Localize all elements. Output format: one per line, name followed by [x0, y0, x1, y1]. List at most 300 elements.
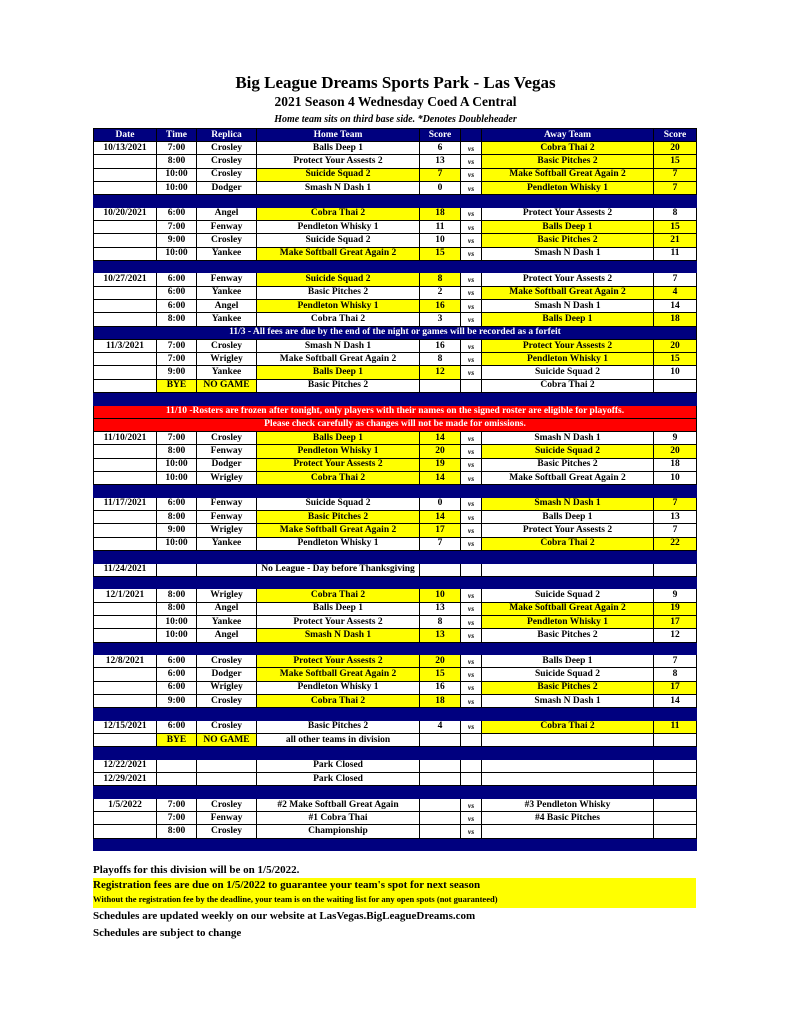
- page-title: Big League Dreams Sports Park - Las Vegas: [235, 73, 556, 92]
- home-score-cell: 8: [420, 353, 461, 366]
- home-team-cell: Basic Pitches 2: [257, 511, 420, 524]
- date-cell: [94, 458, 157, 471]
- away-score-cell: 7: [654, 168, 697, 181]
- replica-cell: Yankee: [197, 286, 257, 299]
- home-score-cell: 14: [420, 472, 461, 485]
- table-row: [94, 694, 697, 707]
- home-team-cell: Basic Pitches 2: [257, 379, 420, 392]
- table-row: [94, 207, 697, 220]
- home-team-cell: Make Softball Great Again 2: [257, 668, 420, 681]
- table-row: [94, 220, 697, 233]
- vs-cell: vs: [461, 286, 482, 299]
- time-cell: 7:00: [157, 812, 197, 825]
- home-team-cell: Protect Your Assests 2: [257, 458, 420, 471]
- col-away-score: Score: [654, 129, 697, 142]
- time-cell: 10:00: [157, 615, 197, 628]
- time-cell: 6:00: [157, 668, 197, 681]
- spacer-cell: [94, 195, 697, 208]
- replica-cell: NO GAME: [197, 379, 257, 392]
- vs-cell: [461, 379, 482, 392]
- home-score-cell: [420, 759, 461, 772]
- vs-cell: vs: [461, 524, 482, 537]
- home-score-cell: 19: [420, 458, 461, 471]
- home-score-cell: [420, 812, 461, 825]
- vs-cell: vs: [461, 825, 482, 838]
- date-cell: 12/8/2021: [94, 655, 157, 668]
- time-cell: 6:00: [157, 720, 197, 733]
- date-cell: [94, 286, 157, 299]
- bye-row: [94, 379, 697, 392]
- col-home-score: Score: [420, 129, 461, 142]
- date-cell: [94, 681, 157, 694]
- date-cell: [94, 181, 157, 194]
- away-team-cell: Protect Your Assests 2: [482, 524, 654, 537]
- away-team-cell: Cobra Thai 2: [482, 142, 654, 155]
- spacer-cell: [94, 393, 697, 406]
- vs-cell: vs: [461, 168, 482, 181]
- table-row: [94, 655, 697, 668]
- home-score-cell: 13: [420, 155, 461, 168]
- table-row: [94, 286, 697, 299]
- away-score-cell: 11: [654, 247, 697, 260]
- waiting-note: Without the registration fee by the deadline, your team is on the waiting list for any open spots (not guaranteed): [93, 894, 498, 904]
- home-team-cell: Cobra Thai 2: [257, 694, 420, 707]
- date-cell: 12/1/2021: [94, 589, 157, 602]
- vs-cell: [461, 759, 482, 772]
- away-team-cell: Smash N Dash 1: [482, 432, 654, 445]
- date-cell: 10/27/2021: [94, 273, 157, 286]
- vs-cell: vs: [461, 299, 482, 312]
- home-team-cell: Pendleton Whisky 1: [257, 681, 420, 694]
- home-score-cell: [420, 563, 461, 576]
- date-cell: 11/10/2021: [94, 432, 157, 445]
- vs-cell: vs: [461, 497, 482, 510]
- away-score-cell: 19: [654, 602, 697, 615]
- home-team-cell: Make Softball Great Again 2: [257, 524, 420, 537]
- away-score-cell: [654, 773, 697, 786]
- time-cell: 8:00: [157, 445, 197, 458]
- time-cell: 9:00: [157, 366, 197, 379]
- home-team-cell: #2 Make Softball Great Again: [257, 798, 420, 811]
- away-team-cell: Suicide Squad 2: [482, 589, 654, 602]
- date-cell: 11/24/2021: [94, 563, 157, 576]
- table-row: [94, 759, 697, 772]
- away-team-cell: Make Softball Great Again 2: [482, 602, 654, 615]
- away-team-cell: Protect Your Assests 2: [482, 273, 654, 286]
- away-team-cell: Smash N Dash 1: [482, 694, 654, 707]
- spacer-row: [94, 786, 697, 799]
- alert-row: [94, 418, 697, 431]
- replica-cell: Crosley: [197, 720, 257, 733]
- home-score-cell: 14: [420, 432, 461, 445]
- date-cell: [94, 615, 157, 628]
- home-team-cell: Smash N Dash 1: [257, 339, 420, 352]
- home-score-cell: 17: [420, 524, 461, 537]
- away-score-cell: 20: [654, 142, 697, 155]
- date-cell: [94, 220, 157, 233]
- replica-cell: Fenway: [197, 273, 257, 286]
- vs-cell: vs: [461, 366, 482, 379]
- vs-cell: vs: [461, 353, 482, 366]
- replica-cell: Angel: [197, 299, 257, 312]
- table-row: [94, 812, 697, 825]
- date-cell: [94, 168, 157, 181]
- away-score-cell: 18: [654, 458, 697, 471]
- home-team-cell: Cobra Thai 2: [257, 313, 420, 326]
- vs-cell: vs: [461, 458, 482, 471]
- away-team-cell: #4 Basic Pitches: [482, 812, 654, 825]
- replica-cell: Fenway: [197, 497, 257, 510]
- spacer-cell: [94, 838, 697, 851]
- home-score-cell: 8: [420, 615, 461, 628]
- table-row: [94, 234, 697, 247]
- vs-cell: vs: [461, 812, 482, 825]
- away-team-cell: [482, 825, 654, 838]
- away-team-cell: Balls Deep 1: [482, 313, 654, 326]
- home-score-cell: 7: [420, 168, 461, 181]
- date-cell: [94, 353, 157, 366]
- home-score-cell: 15: [420, 247, 461, 260]
- replica-cell: Yankee: [197, 247, 257, 260]
- away-score-cell: 22: [654, 537, 697, 550]
- away-score-cell: 4: [654, 286, 697, 299]
- home-team-cell: Protect Your Assests 2: [257, 155, 420, 168]
- time-cell: 8:00: [157, 313, 197, 326]
- away-team-cell: Smash N Dash 1: [482, 497, 654, 510]
- home-team-cell: Basic Pitches 2: [257, 286, 420, 299]
- table-row: [94, 602, 697, 615]
- time-cell: 10:00: [157, 247, 197, 260]
- home-score-cell: 16: [420, 681, 461, 694]
- time-cell: BYE: [157, 379, 197, 392]
- table-row: [94, 181, 697, 194]
- time-cell: 6:00: [157, 273, 197, 286]
- vs-cell: vs: [461, 142, 482, 155]
- home-score-cell: 8: [420, 273, 461, 286]
- table-row: [94, 511, 697, 524]
- date-cell: [94, 247, 157, 260]
- col-vs: [461, 129, 482, 142]
- home-team-cell: Smash N Dash 1: [257, 629, 420, 642]
- vs-cell: vs: [461, 511, 482, 524]
- website-note: Schedules are updated weekly on our website at LasVegas.BigLeagueDreams.com: [93, 910, 476, 922]
- home-team-cell: Protect Your Assests 2: [257, 655, 420, 668]
- away-score-cell: 18: [654, 313, 697, 326]
- date-cell: 12/15/2021: [94, 720, 157, 733]
- home-team-cell: Cobra Thai 2: [257, 472, 420, 485]
- table-row: [94, 589, 697, 602]
- table-row: [94, 773, 697, 786]
- table-row: [94, 339, 697, 352]
- time-cell: 6:00: [157, 681, 197, 694]
- vs-cell: vs: [461, 313, 482, 326]
- time-cell: [157, 563, 197, 576]
- away-team-cell: Cobra Thai 2: [482, 379, 654, 392]
- home-team-cell: Suicide Squad 2: [257, 234, 420, 247]
- spacer-cell: [94, 485, 697, 498]
- date-cell: 12/29/2021: [94, 773, 157, 786]
- home-score-cell: 15: [420, 668, 461, 681]
- table-row: [94, 366, 697, 379]
- home-score-cell: 0: [420, 181, 461, 194]
- time-cell: 9:00: [157, 524, 197, 537]
- away-team-cell: Basic Pitches 2: [482, 629, 654, 642]
- away-team-cell: Cobra Thai 2: [482, 537, 654, 550]
- spacer-cell: [94, 260, 697, 273]
- vs-cell: vs: [461, 589, 482, 602]
- home-score-cell: 6: [420, 142, 461, 155]
- table-row: [94, 313, 697, 326]
- away-score-cell: 20: [654, 445, 697, 458]
- replica-cell: Wrigley: [197, 353, 257, 366]
- vs-cell: vs: [461, 155, 482, 168]
- date-cell: [94, 366, 157, 379]
- time-cell: 6:00: [157, 286, 197, 299]
- table-row: [94, 247, 697, 260]
- home-score-cell: [420, 379, 461, 392]
- home-team-cell: Suicide Squad 2: [257, 168, 420, 181]
- table-row: [94, 458, 697, 471]
- spacer-row: [94, 485, 697, 498]
- date-cell: [94, 694, 157, 707]
- away-score-cell: 21: [654, 234, 697, 247]
- home-score-cell: 10: [420, 234, 461, 247]
- time-cell: [157, 773, 197, 786]
- away-score-cell: 7: [654, 181, 697, 194]
- replica-cell: Fenway: [197, 812, 257, 825]
- date-cell: 11/17/2021: [94, 497, 157, 510]
- alert-text: Please check carefully as changes will not be made for omissions.: [94, 418, 697, 431]
- vs-cell: vs: [461, 445, 482, 458]
- replica-cell: [197, 773, 257, 786]
- vs-cell: vs: [461, 220, 482, 233]
- time-cell: 9:00: [157, 234, 197, 247]
- home-team-cell: Balls Deep 1: [257, 432, 420, 445]
- time-cell: 6:00: [157, 207, 197, 220]
- away-score-cell: 13: [654, 511, 697, 524]
- date-cell: [94, 511, 157, 524]
- time-cell: 7:00: [157, 339, 197, 352]
- away-team-cell: Smash N Dash 1: [482, 247, 654, 260]
- spacer-row: [94, 708, 697, 721]
- away-score-cell: 14: [654, 299, 697, 312]
- home-score-cell: 13: [420, 602, 461, 615]
- spacer-cell: [94, 747, 697, 760]
- away-team-cell: Pendleton Whisky 1: [482, 181, 654, 194]
- replica-cell: Fenway: [197, 511, 257, 524]
- schedule-table: [93, 128, 697, 851]
- table-row: [94, 524, 697, 537]
- away-team-cell: Suicide Squad 2: [482, 366, 654, 379]
- away-team-cell: Pendleton Whisky 1: [482, 615, 654, 628]
- away-team-cell: Balls Deep 1: [482, 655, 654, 668]
- away-team-cell: Suicide Squad 2: [482, 668, 654, 681]
- away-score-cell: 7: [654, 655, 697, 668]
- away-team-cell: Basic Pitches 2: [482, 234, 654, 247]
- home-team-cell: Park Closed: [257, 773, 420, 786]
- replica-cell: Dodger: [197, 181, 257, 194]
- time-cell: 8:00: [157, 589, 197, 602]
- home-team-cell: Balls Deep 1: [257, 602, 420, 615]
- replica-cell: Crosley: [197, 694, 257, 707]
- replica-cell: Crosley: [197, 234, 257, 247]
- time-cell: 7:00: [157, 432, 197, 445]
- home-team-cell: Pendleton Whisky 1: [257, 445, 420, 458]
- away-score-cell: 7: [654, 524, 697, 537]
- date-cell: 10/13/2021: [94, 142, 157, 155]
- date-cell: [94, 629, 157, 642]
- away-team-cell: Basic Pitches 2: [482, 155, 654, 168]
- spacer-row: [94, 576, 697, 589]
- away-team-cell: Balls Deep 1: [482, 511, 654, 524]
- time-cell: 10:00: [157, 168, 197, 181]
- home-score-cell: [420, 825, 461, 838]
- replica-cell: Yankee: [197, 615, 257, 628]
- spacer-row: [94, 195, 697, 208]
- replica-cell: Yankee: [197, 313, 257, 326]
- away-score-cell: 10: [654, 366, 697, 379]
- col-date: Date: [94, 129, 157, 142]
- table-row: [94, 445, 697, 458]
- date-cell: [94, 155, 157, 168]
- home-score-cell: 20: [420, 445, 461, 458]
- home-team-cell: Protect Your Assests 2: [257, 615, 420, 628]
- table-row: [94, 537, 697, 550]
- replica-cell: Wrigley: [197, 524, 257, 537]
- replica-cell: Dodger: [197, 458, 257, 471]
- spacer-row: [94, 838, 697, 851]
- home-score-cell: 12: [420, 366, 461, 379]
- time-cell: 8:00: [157, 155, 197, 168]
- replica-cell: Yankee: [197, 366, 257, 379]
- replica-cell: Crosley: [197, 432, 257, 445]
- home-score-cell: [420, 733, 461, 746]
- vs-cell: vs: [461, 181, 482, 194]
- time-cell: 6:00: [157, 497, 197, 510]
- date-cell: [94, 524, 157, 537]
- date-cell: [94, 825, 157, 838]
- away-score-cell: [654, 798, 697, 811]
- date-cell: 1/5/2022: [94, 798, 157, 811]
- time-cell: 10:00: [157, 537, 197, 550]
- home-team-cell: Smash N Dash 1: [257, 181, 420, 194]
- replica-cell: Angel: [197, 602, 257, 615]
- vs-cell: vs: [461, 798, 482, 811]
- away-score-cell: 8: [654, 668, 697, 681]
- replica-cell: Crosley: [197, 798, 257, 811]
- vs-cell: [461, 733, 482, 746]
- home-team-cell: Make Softball Great Again 2: [257, 353, 420, 366]
- home-score-cell: 13: [420, 629, 461, 642]
- vs-cell: vs: [461, 207, 482, 220]
- away-score-cell: 20: [654, 339, 697, 352]
- away-team-cell: Protect Your Assests 2: [482, 339, 654, 352]
- table-row: [94, 615, 697, 628]
- change-note: Schedules are subject to change: [93, 927, 242, 939]
- time-cell: 6:00: [157, 299, 197, 312]
- time-cell: 7:00: [157, 353, 197, 366]
- vs-cell: vs: [461, 247, 482, 260]
- home-team-cell: #1 Cobra Thai: [257, 812, 420, 825]
- time-cell: 8:00: [157, 511, 197, 524]
- playoffs-note: Playoffs for this division will be on 1/5/2022.: [93, 864, 300, 876]
- home-score-cell: [420, 798, 461, 811]
- away-team-cell: Balls Deep 1: [482, 220, 654, 233]
- away-team-cell: Make Softball Great Again 2: [482, 286, 654, 299]
- date-cell: 12/22/2021: [94, 759, 157, 772]
- home-score-cell: 0: [420, 497, 461, 510]
- replica-cell: Wrigley: [197, 681, 257, 694]
- away-score-cell: 11: [654, 720, 697, 733]
- away-team-cell: [482, 773, 654, 786]
- away-team-cell: [482, 733, 654, 746]
- page-note: Home team sits on third base side. *Denotes Doubleheader: [274, 114, 517, 125]
- time-cell: 7:00: [157, 220, 197, 233]
- home-score-cell: 20: [420, 655, 461, 668]
- home-score-cell: 14: [420, 511, 461, 524]
- home-team-cell: all other teams in division: [257, 733, 420, 746]
- away-score-cell: [654, 812, 697, 825]
- away-score-cell: 9: [654, 589, 697, 602]
- table-row: [94, 563, 697, 576]
- away-team-cell: [482, 759, 654, 772]
- replica-cell: Crosley: [197, 655, 257, 668]
- time-cell: 6:00: [157, 655, 197, 668]
- table-row: [94, 681, 697, 694]
- vs-cell: vs: [461, 472, 482, 485]
- date-cell: [94, 313, 157, 326]
- home-team-cell: Make Softball Great Again 2: [257, 247, 420, 260]
- bye-row: [94, 733, 697, 746]
- col-away-team: Away Team: [482, 129, 654, 142]
- table-row: [94, 168, 697, 181]
- time-cell: 10:00: [157, 458, 197, 471]
- date-cell: [94, 537, 157, 550]
- home-score-cell: 18: [420, 207, 461, 220]
- vs-cell: vs: [461, 602, 482, 615]
- away-score-cell: 8: [654, 207, 697, 220]
- vs-cell: [461, 563, 482, 576]
- away-score-cell: 15: [654, 353, 697, 366]
- away-score-cell: 7: [654, 497, 697, 510]
- away-team-cell: Protect Your Assests 2: [482, 207, 654, 220]
- spacer-cell: [94, 642, 697, 655]
- table-row: [94, 155, 697, 168]
- home-team-cell: Balls Deep 1: [257, 142, 420, 155]
- time-cell: 7:00: [157, 798, 197, 811]
- col-replica: Replica: [197, 129, 257, 142]
- replica-cell: Crosley: [197, 142, 257, 155]
- replica-cell: Yankee: [197, 537, 257, 550]
- away-score-cell: 7: [654, 273, 697, 286]
- away-team-cell: Smash N Dash 1: [482, 299, 654, 312]
- away-score-cell: [654, 759, 697, 772]
- date-cell: [94, 472, 157, 485]
- table-row: [94, 472, 697, 485]
- home-score-cell: 18: [420, 694, 461, 707]
- table-row: [94, 299, 697, 312]
- vs-cell: vs: [461, 694, 482, 707]
- spacer-cell: [94, 576, 697, 589]
- away-score-cell: 15: [654, 220, 697, 233]
- away-team-cell: Cobra Thai 2: [482, 720, 654, 733]
- home-score-cell: 2: [420, 286, 461, 299]
- schedule-body: [94, 142, 697, 851]
- away-team-cell: Basic Pitches 2: [482, 458, 654, 471]
- vs-cell: vs: [461, 432, 482, 445]
- date-cell: [94, 812, 157, 825]
- away-score-cell: 17: [654, 681, 697, 694]
